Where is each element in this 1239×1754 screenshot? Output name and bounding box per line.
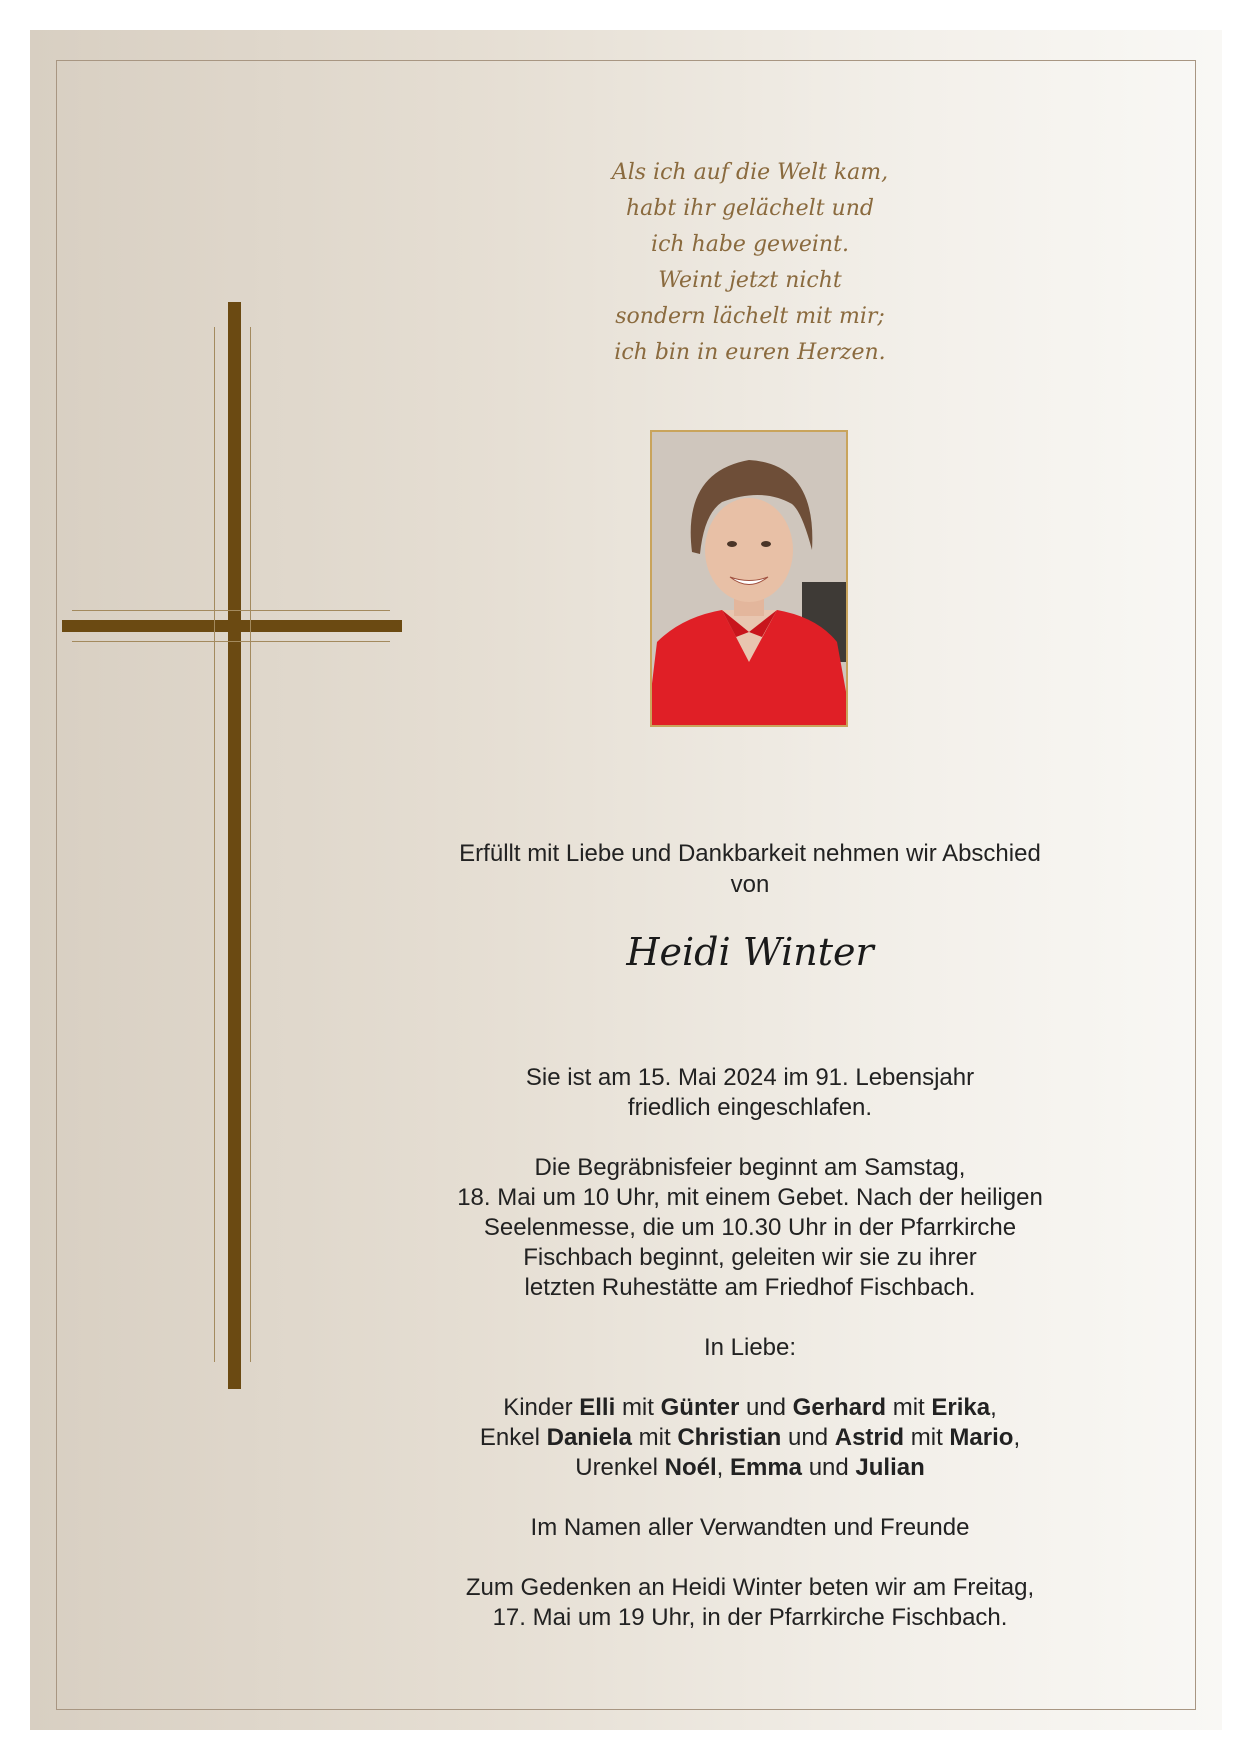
notice-body — [380, 1033, 1120, 1663]
poem-line: sondern lächelt mit mir; — [615, 304, 885, 329]
cross-thin-line — [72, 641, 390, 642]
grandchildren-line: Enkel Daniela mit Christian und Astrid mit Mario, — [479, 1424, 1021, 1451]
family-name: Gerhard — [792, 1394, 887, 1421]
poem-line: Weint jetzt nicht — [658, 268, 842, 293]
family-name: Daniela — [546, 1424, 632, 1451]
connector: und — [745, 1394, 786, 1421]
cross-thin-line — [72, 610, 390, 611]
connector: mit — [892, 1394, 925, 1421]
deceased-name: Heidi Winter — [626, 930, 874, 974]
great-grandchildren-line: Urenkel Noél, Emma und Julian — [575, 1454, 925, 1481]
intro-line: Erfüllt mit Liebe und Dankbarkeit nehmen wir Abschied — [459, 840, 1041, 867]
family-name: Astrid — [834, 1424, 905, 1451]
cross-thin-line — [214, 327, 215, 1362]
remembrance-line: Zum Gedenken an Heidi Winter beten wir am Freitag, — [465, 1574, 1035, 1601]
connector: mit — [621, 1394, 654, 1421]
family-name: Christian — [677, 1424, 782, 1451]
cross-thin-line — [250, 327, 251, 1362]
children-line: Kinder Elli mit Günter und Gerhard mit Erika, — [503, 1394, 997, 1421]
family-name: Julian — [855, 1454, 925, 1481]
funeral-line: 18. Mai um 10 Uhr, mit einem Gebet. Nach der heiligen — [457, 1184, 1043, 1211]
death-line: Sie ist am 15. Mai 2024 im 91. Lebensjahr — [525, 1064, 975, 1091]
poem-line: Als ich auf die Welt kam, — [611, 160, 889, 185]
connector: und — [808, 1454, 849, 1481]
funeral-line: Die Begräbnisfeier beginnt am Samstag, — [534, 1154, 966, 1181]
portrait-photo — [650, 430, 848, 727]
death-line: friedlich eingeschlafen. — [627, 1094, 873, 1121]
relatives-line: Im Namen aller Verwandten und Freunde — [530, 1514, 970, 1541]
grandchildren-prefix: Enkel — [479, 1424, 540, 1451]
cross-horizontal-bar — [62, 620, 402, 632]
family-name: Noél — [664, 1454, 717, 1481]
family-name: Elli — [579, 1394, 616, 1421]
poem-line: ich habe geweint. — [651, 232, 849, 257]
funeral-line: Fischbach beginnt, geleiten wir sie zu ihrer — [523, 1244, 977, 1271]
connector: mit — [638, 1424, 671, 1451]
farewell-intro — [400, 838, 1100, 900]
poem-line: ich bin in euren Herzen. — [614, 340, 886, 365]
cross-vertical-bar — [228, 302, 241, 1389]
in-love-line: In Liebe: — [703, 1334, 797, 1361]
remembrance-line: 17. Mai um 19 Uhr, in der Pfarrkirche Fischbach. — [492, 1604, 1008, 1631]
funeral-line: letzten Ruhestätte am Friedhof Fischbach. — [524, 1274, 976, 1301]
funeral-line: Seelenmesse, die um 10.30 Uhr in der Pfarrkirche — [483, 1214, 1017, 1241]
connector: und — [788, 1424, 829, 1451]
portrait-photo-icon — [652, 432, 846, 725]
family-name: Erika — [931, 1394, 991, 1421]
children-prefix: Kinder — [503, 1394, 573, 1421]
intro-line: von — [730, 871, 770, 898]
poem — [500, 155, 1000, 371]
great-grandchildren-prefix: Urenkel — [575, 1454, 658, 1481]
connector: mit — [910, 1424, 943, 1451]
family-name: Emma — [729, 1454, 803, 1481]
family-name: Günter — [660, 1394, 740, 1421]
poem-line: habt ihr gelächelt und — [626, 196, 874, 221]
family-name: Mario — [949, 1424, 1014, 1451]
